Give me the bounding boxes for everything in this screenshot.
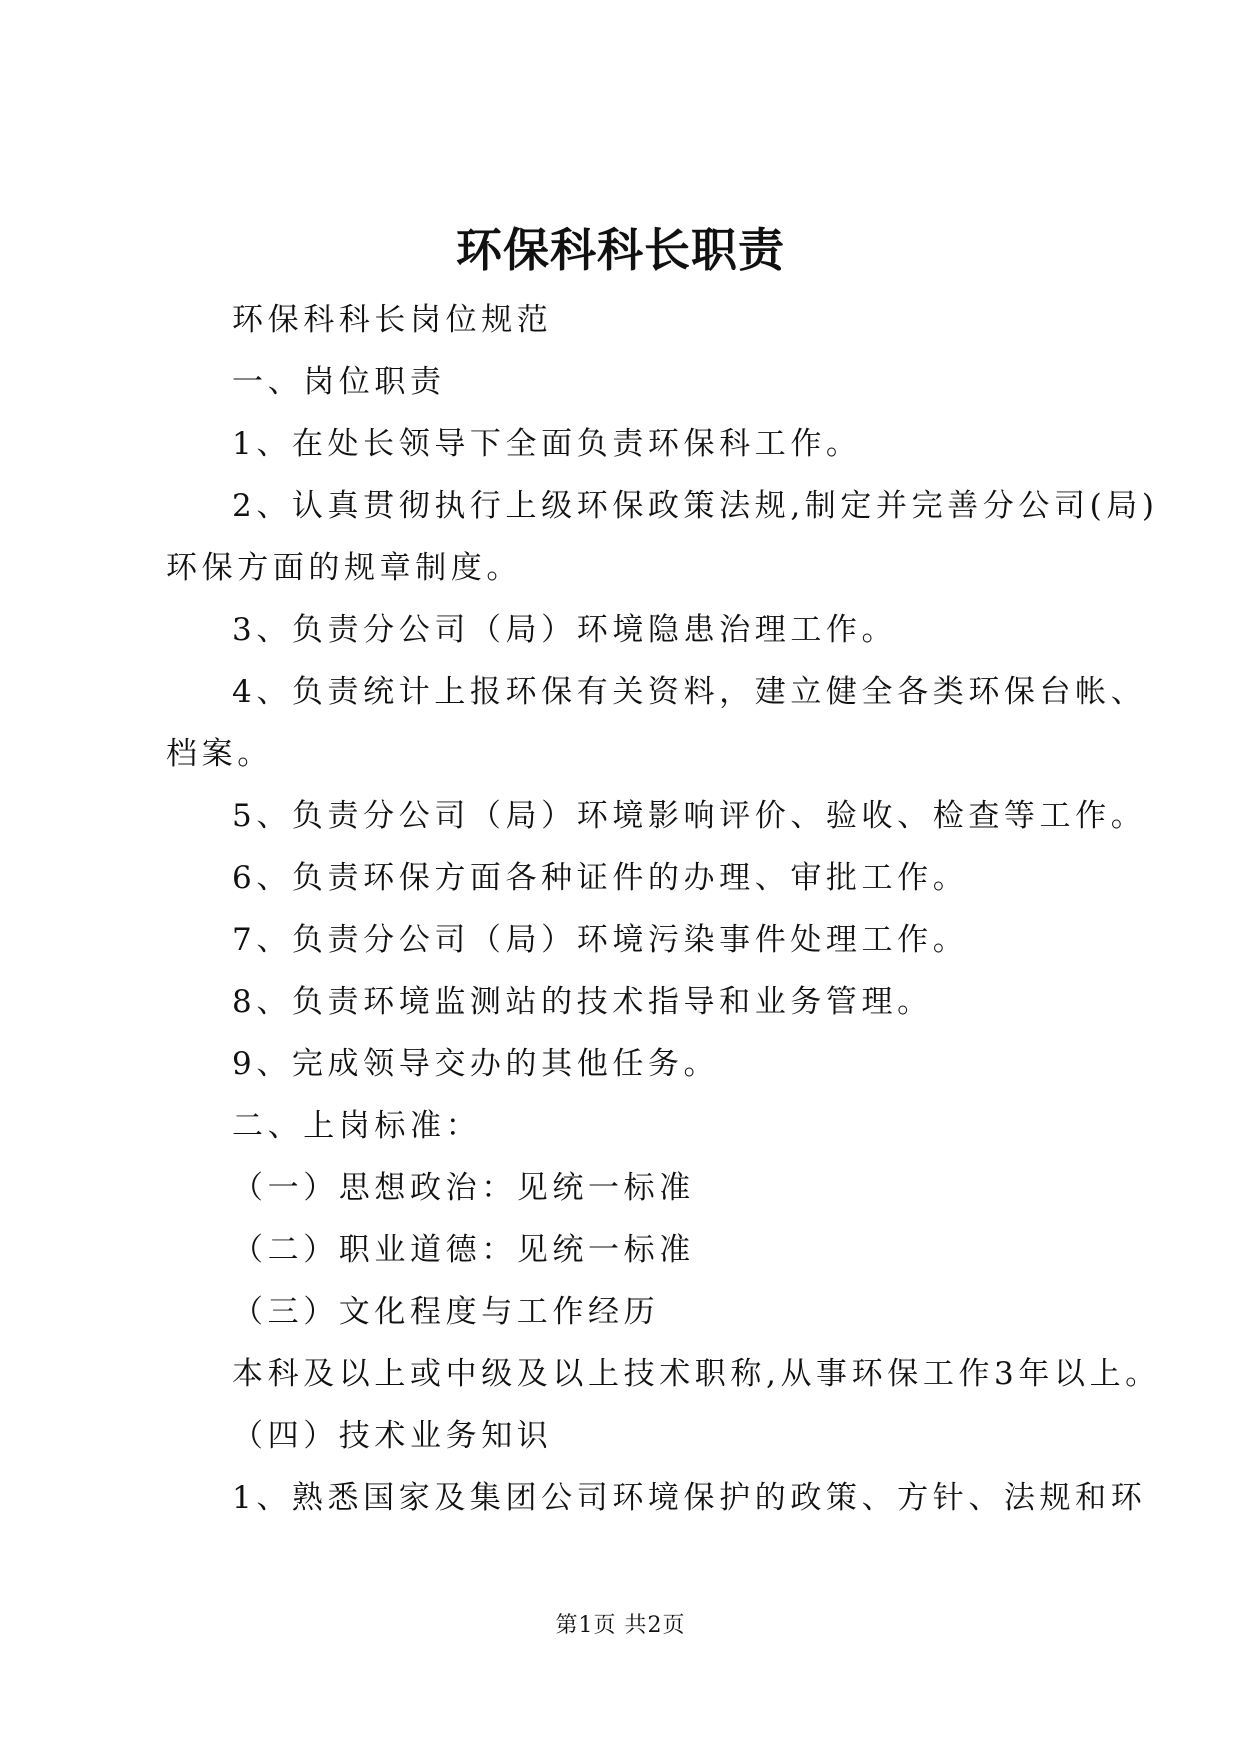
section-heading: 一、岗位职责: [232, 364, 446, 400]
document-title: 环保科科长职责: [456, 223, 785, 277]
text-line: 环保科科长岗位规范: [232, 302, 553, 338]
text-line: （二）职业道德：见统一标准: [232, 1232, 695, 1268]
page-footer: 第1页 共2页: [555, 1613, 686, 1638]
text-line: 3、负责分公司（局）环境隐患治理工作。: [232, 612, 898, 648]
section-heading: 二、上岗标准：: [232, 1108, 482, 1144]
text-line: 4、负责统计上报环保有关资料，建立健全各类环保台帐、: [232, 674, 1147, 710]
text-line: （三）文化程度与工作经历: [232, 1294, 660, 1330]
text-line: 本科及以上或中级及以上技术职称,从事环保工作3年以上。: [232, 1356, 1161, 1392]
text-line: （一）思想政治：见统一标准: [232, 1170, 695, 1206]
text-line: 6、负责环保方面各种证件的办理、审批工作。: [232, 860, 969, 896]
text-line: 1、在处长领导下全面负责环保科工作。: [232, 426, 862, 462]
text-line: 9、完成领导交办的其他任务。: [232, 1046, 720, 1082]
text-line: 5、负责分公司（局）环境影响评价、验收、检查等工作。: [232, 798, 1147, 834]
text-line: 1、熟悉国家及集团公司环境保护的政策、方针、法规和环: [232, 1480, 1147, 1516]
text-line: 2、认真贯彻执行上级环保政策法规,制定并完善分公司(局): [232, 488, 1159, 524]
text-line: 环保方面的规章制度。: [166, 550, 522, 586]
text-line: 8、负责环境监测站的技术指导和业务管理。: [232, 984, 933, 1020]
text-line: 7、负责分公司（局）环境污染事件处理工作。: [232, 922, 969, 958]
text-line: （四）技术业务知识: [232, 1418, 553, 1454]
text-line: 档案。: [166, 736, 273, 772]
